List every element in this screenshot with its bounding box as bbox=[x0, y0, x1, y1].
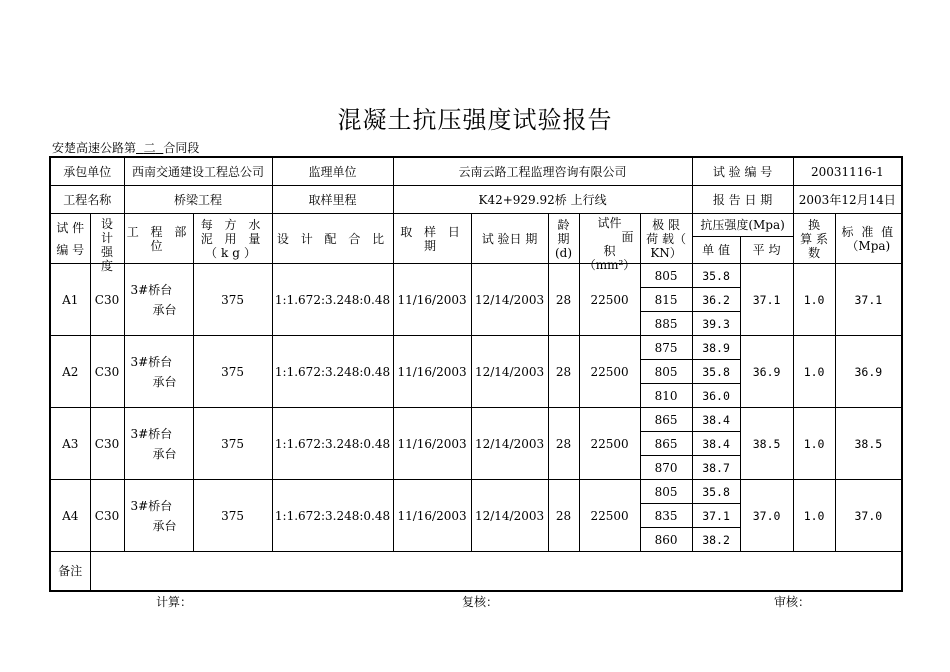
single-strength: 38.9 bbox=[692, 336, 740, 360]
single-strength: 38.2 bbox=[692, 528, 740, 552]
section-suffix: 合同段 bbox=[163, 141, 200, 155]
station-label: 取样里程 bbox=[272, 186, 393, 214]
standard-value: 37.0 bbox=[835, 480, 902, 552]
specimen-id: A3 bbox=[50, 408, 90, 480]
ultimate-load: 805 bbox=[640, 360, 692, 384]
project-label: 工程名称 bbox=[50, 186, 124, 214]
avg-strength: 37.0 bbox=[740, 480, 793, 552]
calc-signature: 计算： bbox=[156, 595, 193, 609]
cement-amount: 375 bbox=[193, 336, 272, 408]
ultimate-load: 860 bbox=[640, 528, 692, 552]
avg-strength: 36.9 bbox=[740, 336, 793, 408]
header-sample-date: 取 样 日 期 bbox=[393, 214, 471, 264]
audit-signature: 审核： bbox=[774, 595, 811, 609]
ultimate-load: 870 bbox=[640, 456, 692, 480]
remarks-label: 备注 bbox=[50, 552, 90, 592]
single-strength: 38.4 bbox=[692, 408, 740, 432]
test-date: 12/14/2003 bbox=[471, 408, 548, 480]
specimen-area: 22500 bbox=[579, 264, 640, 336]
header-strength: 抗压强度(Mpa) bbox=[692, 214, 793, 237]
mix-ratio: 1:1.672:3.248:0.48 bbox=[272, 480, 393, 552]
design-grade: C30 bbox=[90, 336, 124, 408]
specimen-area: 22500 bbox=[579, 480, 640, 552]
single-strength: 35.8 bbox=[692, 480, 740, 504]
cement-amount: 375 bbox=[193, 408, 272, 480]
supervisor-label: 监理单位 bbox=[272, 157, 393, 186]
standard-value: 38.5 bbox=[835, 408, 902, 480]
ultimate-load: 835 bbox=[640, 504, 692, 528]
ultimate-load: 810 bbox=[640, 384, 692, 408]
ultimate-load: 805 bbox=[640, 480, 692, 504]
station-value: K42+929.92桥 上行线 bbox=[393, 186, 692, 214]
design-grade: C30 bbox=[90, 480, 124, 552]
single-strength: 38.7 bbox=[692, 456, 740, 480]
age-days: 28 bbox=[548, 336, 579, 408]
work-part: 3#桥台 承台 bbox=[124, 408, 193, 480]
single-strength: 37.1 bbox=[692, 504, 740, 528]
specimen-id: A2 bbox=[50, 336, 90, 408]
header-single: 单 值 bbox=[692, 237, 740, 264]
supervisor-value: 云南云路工程监理咨询有限公司 bbox=[393, 157, 692, 186]
design-grade: C30 bbox=[90, 264, 124, 336]
project-value: 桥梁工程 bbox=[124, 186, 272, 214]
report-title: 混凝土抗压强度试验报告 bbox=[337, 106, 613, 134]
single-strength: 36.2 bbox=[692, 288, 740, 312]
header-test-date: 试 验日 期 bbox=[471, 214, 548, 264]
header-load: 极 限 荷 载（ KN） bbox=[640, 214, 692, 264]
report-date-label: 报 告 日 期 bbox=[692, 186, 793, 214]
mix-ratio: 1:1.672:3.248:0.48 bbox=[272, 336, 393, 408]
sample-date: 11/16/2003 bbox=[393, 264, 471, 336]
single-strength: 36.0 bbox=[692, 384, 740, 408]
single-strength: 39.3 bbox=[692, 312, 740, 336]
age-days: 28 bbox=[548, 264, 579, 336]
ultimate-load: 815 bbox=[640, 288, 692, 312]
mix-ratio: 1:1.672:3.248:0.48 bbox=[272, 264, 393, 336]
ultimate-load: 805 bbox=[640, 264, 692, 288]
contractor-label: 承包单位 bbox=[50, 157, 124, 186]
report-date-value: 2003年12月14日 bbox=[793, 186, 902, 214]
cement-amount: 375 bbox=[193, 264, 272, 336]
conversion-coef: 1.0 bbox=[793, 480, 835, 552]
ultimate-load: 865 bbox=[640, 408, 692, 432]
header-mix-ratio: 设 计 配 合 比 bbox=[272, 214, 393, 264]
specimen-area: 22500 bbox=[579, 336, 640, 408]
review-signature: 复核： bbox=[462, 595, 499, 609]
avg-strength: 37.1 bbox=[740, 264, 793, 336]
age-days: 28 bbox=[548, 408, 579, 480]
header-specimen-no: 试 件 编 号 bbox=[50, 214, 90, 264]
header-std-value: 标 准 值 （Mpa) bbox=[835, 214, 902, 264]
header-avg: 平 均 bbox=[740, 237, 793, 264]
ultimate-load: 865 bbox=[640, 432, 692, 456]
design-grade: C30 bbox=[90, 408, 124, 480]
avg-strength: 38.5 bbox=[740, 408, 793, 480]
ultimate-load: 875 bbox=[640, 336, 692, 360]
header-design-grade: 设 计 强 度 bbox=[90, 214, 124, 264]
header-age: 龄 期 (d) bbox=[548, 214, 579, 264]
header-area: 试件 面 积 （mm²） bbox=[579, 214, 640, 264]
test-no-label: 试 验 编 号 bbox=[692, 157, 793, 186]
sample-date: 11/16/2003 bbox=[393, 408, 471, 480]
single-strength: 35.8 bbox=[692, 264, 740, 288]
single-strength: 38.4 bbox=[692, 432, 740, 456]
conversion-coef: 1.0 bbox=[793, 264, 835, 336]
conversion-coef: 1.0 bbox=[793, 408, 835, 480]
test-date: 12/14/2003 bbox=[471, 264, 548, 336]
contractor-value: 西南交通建设工程总公司 bbox=[124, 157, 272, 186]
single-strength: 35.8 bbox=[692, 360, 740, 384]
test-no-value: 20031116-1 bbox=[793, 157, 902, 186]
sample-date: 11/16/2003 bbox=[393, 336, 471, 408]
cement-amount: 375 bbox=[193, 480, 272, 552]
header-part: 工 程 部 位 bbox=[124, 214, 193, 264]
header-coef: 换 算 系 数 bbox=[793, 214, 835, 264]
specimen-id: A1 bbox=[50, 264, 90, 336]
section-prefix: 安楚高速公路第 bbox=[52, 141, 137, 155]
header-cement: 每 方 水 泥 用 量（kg） bbox=[193, 214, 272, 264]
contract-section bbox=[52, 139, 199, 156]
test-date: 12/14/2003 bbox=[471, 336, 548, 408]
mix-ratio: 1:1.672:3.248:0.48 bbox=[272, 408, 393, 480]
work-part: 3#桥台 承台 bbox=[124, 480, 193, 552]
work-part: 3#桥台 承台 bbox=[124, 336, 193, 408]
age-days: 28 bbox=[548, 480, 579, 552]
conversion-coef: 1.0 bbox=[793, 336, 835, 408]
test-report-table bbox=[49, 156, 903, 592]
ultimate-load: 885 bbox=[640, 312, 692, 336]
test-date: 12/14/2003 bbox=[471, 480, 548, 552]
standard-value: 37.1 bbox=[835, 264, 902, 336]
standard-value: 36.9 bbox=[835, 336, 902, 408]
specimen-area: 22500 bbox=[579, 408, 640, 480]
specimen-id: A4 bbox=[50, 480, 90, 552]
work-part: 3#桥台 承台 bbox=[124, 264, 193, 336]
remarks-value bbox=[90, 552, 902, 592]
sample-date: 11/16/2003 bbox=[393, 480, 471, 552]
section-number: 二 bbox=[143, 141, 156, 155]
